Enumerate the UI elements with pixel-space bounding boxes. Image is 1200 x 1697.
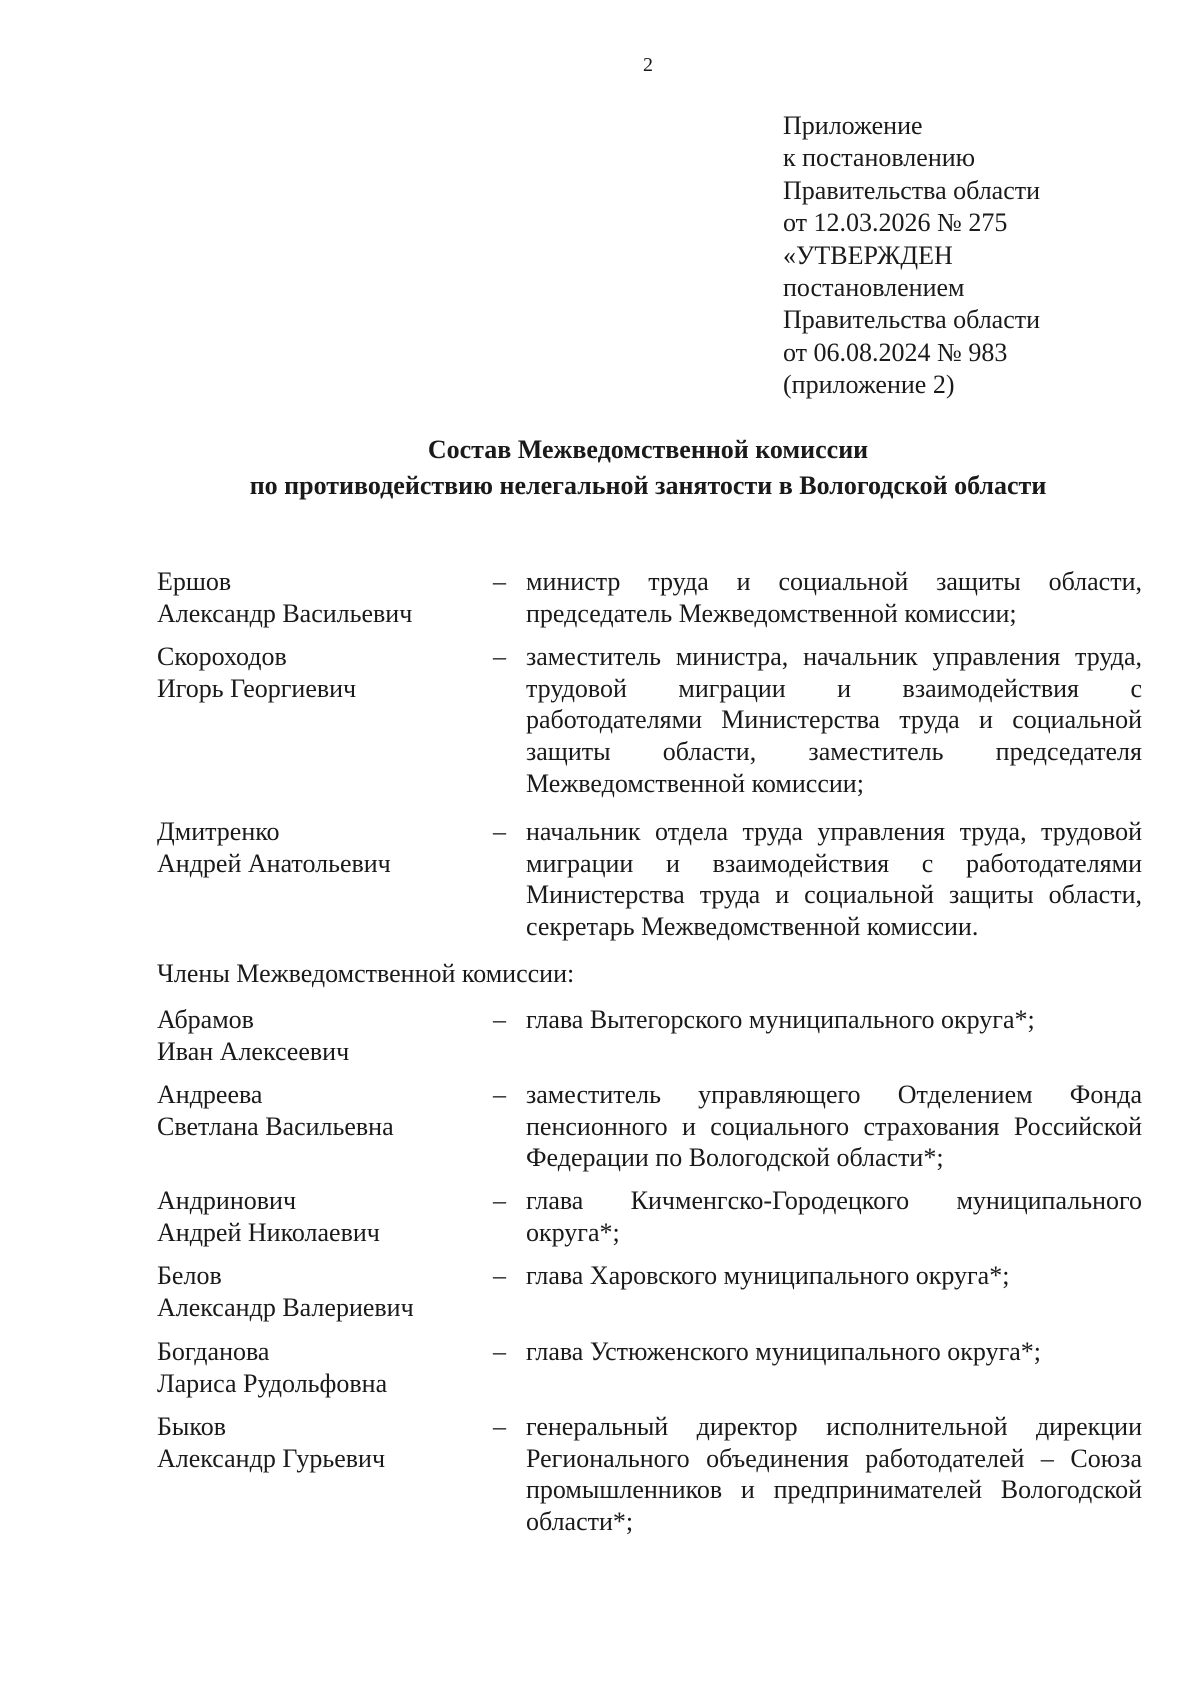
page-number: 2 [643,54,653,76]
member-entry-deputy-chair [157,641,1142,800]
member-given-names: Лариса Рудольфовна [157,1368,388,1398]
member-name [157,1336,493,1399]
appendix-line: «УТВЕРЖДЕН [783,240,953,270]
member-given-names: Андрей Анатольевич [157,848,391,878]
appendix-line: (приложение 2) [783,370,955,400]
member-role: глава Вытегорского муниципального округа*; [526,1005,1035,1034]
member-role: глава Кичменгско-Городецкого муниципального округа*; [526,1186,1142,1247]
member-dash: – [493,1261,506,1290]
document-title-line-2: по противодействию нелегальной занятости в Вологодской области [249,471,1047,500]
member-dash: – [493,1186,506,1215]
member-entry [157,1004,1142,1067]
appendix-line: Правительства области [783,175,1041,205]
member-entry [157,1185,1142,1248]
document-title-line-1: Состав Межведомственной комиссии [427,435,869,464]
member-surname: Белов [157,1261,222,1290]
member-surname: Ершов [157,567,232,596]
appendix-line: Приложение [783,111,923,140]
member-given-names: Александр Гурьевич [157,1443,386,1473]
appendix-line: от 06.08.2024 № 983 [783,337,1008,367]
member-name [157,1411,493,1538]
member-entry [157,1079,1142,1174]
member-surname: Андринович [157,1186,297,1215]
member-given-names: Александр Валериевич [157,1292,414,1322]
member-name [157,816,493,943]
member-role: генеральный директор исполнительной дирекции Регионального объединения работодателей – Союза промышленников и предпринимателей Вологодской области*; [526,1412,1142,1537]
member-name [157,1079,493,1174]
member-entry-chair [157,566,1142,629]
member-dash: – [493,1005,506,1034]
member-given-names: Иван Алексеевич [157,1036,350,1066]
member-surname: Скороходов [157,642,287,671]
member-entry [157,1411,1142,1538]
member-role: министр труда и социальной защиты области, председатель Межведомственной комиссии; [526,567,1142,628]
member-role: глава Устюженского муниципального округа*; [526,1337,1042,1366]
members-heading: Члены Межведомственной комиссии: [157,959,575,988]
member-dash: – [493,642,506,671]
member-surname: Абрамов [157,1005,254,1034]
member-role: заместитель министра, начальник управления труда, трудовой миграции и взаимодействия с работодателями Министерства труда и социальной защиты области, заместитель председателя Межведомственной комиссии; [526,642,1142,798]
member-name [157,1004,493,1067]
appendix-line: к постановлению [783,143,976,173]
member-dash: – [493,1080,506,1109]
member-given-names: Александр Васильевич [157,598,413,628]
appendix-line: Правительства области [783,305,1041,335]
member-surname: Богданова [157,1337,270,1366]
member-given-names: Игорь Георгиевич [157,673,357,703]
appendix-line: от 12.03.2026 № 275 [783,208,1008,238]
appendix-line: постановлением [783,273,965,303]
member-entry [157,1260,1142,1323]
member-surname: Быков [157,1412,226,1441]
member-name [157,566,493,629]
member-role: начальник отдела труда управления труда, трудовой миграции и взаимодействия с работодателями Министерства труда и социальной защиты области, секретарь Межведомственной комиссии. [526,817,1142,942]
member-dash: – [493,567,506,596]
member-given-names: Светлана Васильевна [157,1111,394,1141]
member-surname: Андреева [157,1080,263,1109]
member-entry [157,1336,1142,1399]
member-surname: Дмитренко [157,817,280,846]
member-name [157,1185,493,1248]
member-given-names: Андрей Николаевич [157,1217,380,1247]
member-dash: – [493,1337,506,1366]
member-dash: – [493,1412,506,1441]
member-entry-secretary [157,816,1142,943]
member-role: заместитель управляющего Отделением Фонда пенсионного и социального страхования Российской Федерации по Вологодской области*; [526,1080,1142,1173]
member-dash: – [493,817,506,846]
member-name [157,1260,493,1323]
member-role: глава Харовского муниципального округа*; [526,1261,1010,1290]
member-name [157,641,493,800]
